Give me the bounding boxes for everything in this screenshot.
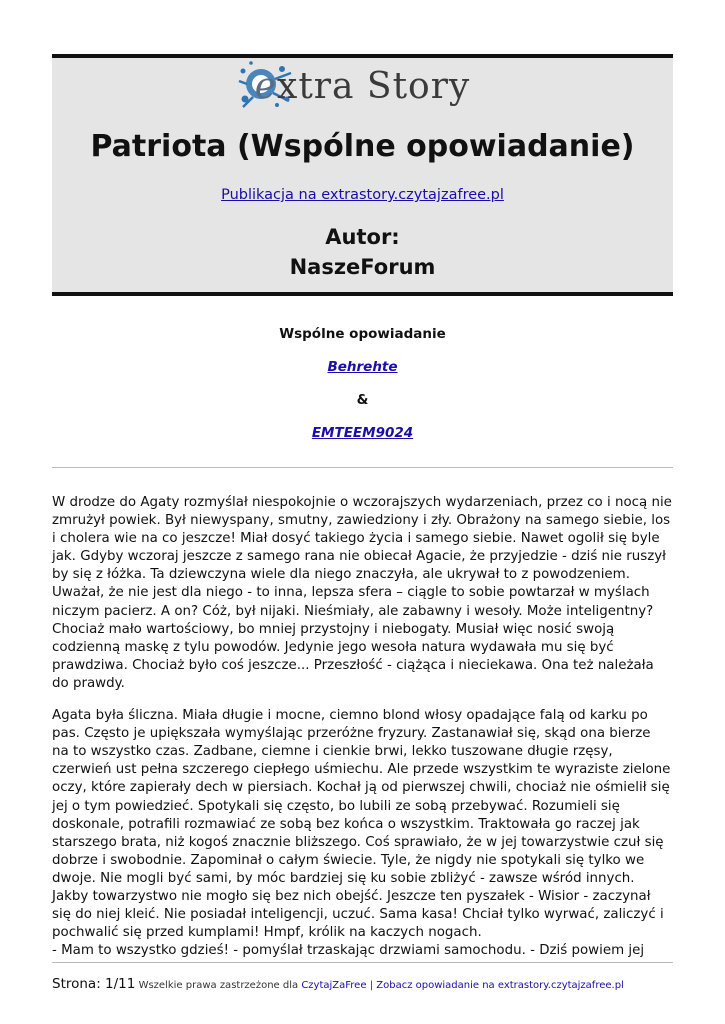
logo-text: extra Story xyxy=(254,66,471,107)
page-title: Patriota (Wspólne opowiadanie) xyxy=(90,129,635,164)
ampersand: & xyxy=(356,392,369,408)
story-body xyxy=(52,494,673,974)
co-author-1 xyxy=(52,359,673,375)
story-paragraph: W drodze do Agaty rozmyślał niespokojnie o wczorajszych wydarzeniach, przez co i nocą nie zmrużył powiek. Był niewyspany, smutny, zawiedziony i zły. Obrażony na samego siebie, los i cholera wie na co jeszcze! Miał dosyć takiego życia i samego siebie. Nawet ogolił się byle jak. Gdyby wczoraj jeszcze z samego rana nie obiecał Agacie, że przyjedzie - dziś nie ruszył by się z łóżka. Ta dziewczyna wiele dla niego znaczyła, ale ukrywał to z powodzeniem. Uważał, że nie jest dla niego - to inna, lepsza sfera – ciągle to sobie powtarzał w myślach niczym pacierz. A on? Cóż, był nijaki. Nieśmiały, ale zabawny i wesoły. Może inteligentny? Chociaż mało wartościowy, bo mniej przystojny i niebogaty. Musiał więc nosić swoją codzienną maskę z tylu powodów. Jedynie jego wesoła natura wydawała mu się być prawdziwa. Chociaż było coś jeszcze... Przeszłość - ciążąca i nieciekawa. Ona też należała do prawdy. xyxy=(52,495,672,691)
story-paragraph: Agata była śliczna. Miała długie i mocne, ciemno blond włosy opadające falą od karku po pas. Często je upiększała wymyślając przeróżne fryzury. Zastanawiał się, skąd ona bierze na to wszystko czas. Zadbane, ciemne i cienkie brwi, lekko tuszowane długie rzęsy, czerwień ust pełna szczerego ciepłego uśmiechu. Ale przede wszystkim te wyraziste zielone oczy, które zapierały dech w piersiach. Kochał ją od pierwszej chwili, chociaż nie ośmielił się jej o tym powiedzieć. Spotykali się często, bo lubili ze sobą przebywać. Rozumieli się doskonale, potrafili rozmawiać ze sobą bez końca o wszystkim. Traktowała go raczej jak starszego brata, niż kogoś znacznie bliższego. Coś sprawiało, że w jej towarzystwie czuł się dobrze i swobodnie. Zapominał o całym świecie. Tyle, że nigdy nie spotykali się tylko we dwoje. Nie mogli być sami, by móc bardziej się ku sobie zbliżyć - zawsze wśród innych. Jakby towarzystwo nie mogło się bez nich obejść. Jeszcze ten pyszałek - Wisior - zaczynał się do niej kleić. Nie posiadał inteligencji, uczuć. Sama kasa! Chciał tylko wyrwać, zaliczyć i pochwalić się przed kumplami! Hmpf, królik na kaczych nogach. - Mam to wszystko gdzieś! - pomyślał trzaskając drzwiami samochodu. - Dziś powiem jej xyxy=(52,708,671,959)
author-name: NaszeForum xyxy=(289,255,436,279)
extra-story-logo xyxy=(52,64,673,110)
footer-separator: | xyxy=(369,980,374,991)
divider-bottom xyxy=(52,962,673,963)
czytajzafree-link[interactable]: CzytajZaFree xyxy=(301,980,367,991)
page-footer xyxy=(52,975,673,995)
divider-top xyxy=(52,467,673,468)
author-label: Autor: xyxy=(325,225,400,249)
page-number: Strona: 1/11 xyxy=(52,976,136,992)
co-author-link-emteem9024[interactable]: EMTEEM9024 xyxy=(311,425,414,441)
co-author-2 xyxy=(52,425,673,441)
rights-text: Wszelkie prawa zastrzeżone dla xyxy=(138,980,299,991)
story-link[interactable]: Zobacz opowiadanie na extrastory.czytajzafree.pl xyxy=(376,980,624,991)
intro-heading: Wspólne opowiadanie xyxy=(279,326,446,342)
header-box xyxy=(52,54,673,296)
co-author-link-behrehte[interactable]: Behrehte xyxy=(327,359,398,375)
publication-link[interactable]: Publikacja na extrastory.czytajzafree.pl xyxy=(221,187,504,203)
